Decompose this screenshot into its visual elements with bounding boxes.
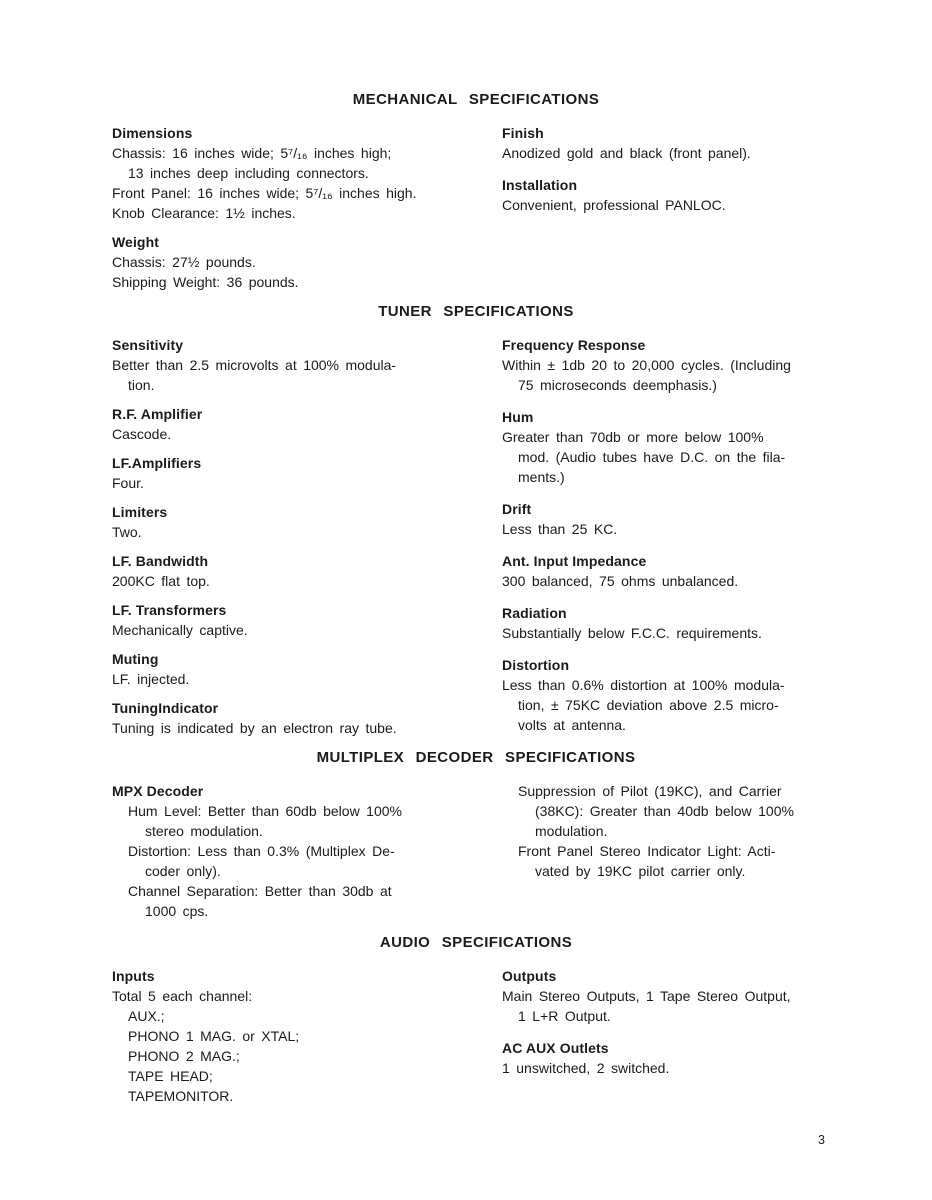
spec-item-heading: MPX Decoder [112,783,204,799]
spec-item-heading: LF.Amplifiers [112,455,202,471]
spec-item [112,649,464,689]
spec-line: Front Panel Stereo Indicator Light: Acti- [518,843,776,859]
spec-item-heading: Muting [112,651,159,667]
spec-line: LF. injected. [112,671,190,687]
spec-item-heading: Ant. Input Impedance [502,553,647,569]
spec-line: TAPE HEAD; [128,1068,213,1084]
spec-line: Better than 2.5 microvolts at 100% modula- [112,357,397,373]
spec-line: ments.) [518,469,565,485]
spec-item-heading: Dimensions [112,125,193,141]
spec-section [112,935,840,1106]
spec-line: mod. (Audio tubes have D.C. on the fila- [518,449,786,465]
spec-item-heading: Radiation [502,605,567,621]
spec-item-heading: R.F. Amplifier [112,406,203,422]
spec-item [502,123,840,163]
spec-section [112,92,840,292]
section-columns [112,966,840,1106]
spec-line: 200KC flat top. [112,573,210,589]
spec-item-heading: LF. Transformers [112,602,227,618]
spec-item [112,232,464,292]
section-title: MECHANICAL SPECIFICATIONS [352,91,600,108]
spec-item [502,499,840,539]
spec-line: Within ± 1db 20 to 20,000 cycles. (Including [502,357,791,373]
spec-line: coder only). [145,863,221,879]
column-left [112,966,464,1106]
spec-line: TAPEMONITOR. [128,1088,234,1104]
spec-line: Substantially below F.C.C. requirements. [502,625,762,641]
spec-line: Less than 25 KC. [502,521,618,537]
spec-line: Main Stereo Outputs, 1 Tape Stereo Output, [502,988,791,1004]
column-right [502,966,840,1078]
spec-item-heading: Frequency Response [502,337,646,353]
spec-item-heading: Outputs [502,968,557,984]
spec-item [502,781,840,881]
spec-item-heading: Finish [502,125,544,141]
spec-line: Suppression of Pilot (19KC), and Carrier [518,783,782,799]
spec-line: modulation. [535,823,608,839]
spec-line: Total 5 each channel: [112,988,253,1004]
spec-line: Channel Separation: Better than 30db at [128,883,392,899]
spec-line: Hum Level: Better than 60db below 100% [128,803,402,819]
spec-line: Shipping Weight: 36 pounds. [112,274,299,290]
spec-item [112,335,464,395]
spec-item [112,123,464,223]
spec-line: Cascode. [112,426,172,442]
spec-line: Mechanically captive. [112,622,248,638]
spec-line: Anodized gold and black (front panel). [502,145,751,161]
spec-item [112,698,464,738]
section-title: TUNER SPECIFICATIONS [378,303,574,320]
spec-line: (38KC): Greater than 40db below 100% [535,803,794,819]
spec-item-heading: Hum [502,409,534,425]
spec-item [112,502,464,542]
spec-line: Knob Clearance: 1½ inches. [112,205,296,221]
spec-item [502,603,840,643]
spec-item [112,781,464,921]
spec-line: Greater than 70db or more below 100% [502,429,764,445]
spec-item-heading: Drift [502,501,532,517]
spec-item-heading: Sensitivity [112,337,184,353]
spec-line: 13 inches deep including connectors. [128,165,369,181]
spec-item-heading: TuningIndicator [112,700,219,716]
spec-line: stereo modulation. [145,823,263,839]
spec-line: tion. [128,377,155,393]
spec-line: PHONO 1 MAG. or XTAL; [128,1028,300,1044]
spec-item-heading: Weight [112,234,160,250]
spec-line: Distortion: Less than 0.3% (Multiplex De- [128,843,395,859]
spec-line: tion, ± 75KC deviation above 2.5 micro- [518,697,779,713]
spec-item-heading: Limiters [112,504,168,520]
spec-item [112,551,464,591]
section-columns [112,123,840,292]
section-title: MULTIPLEX DECODER SPECIFICATIONS [316,749,636,766]
page-number: 3 [818,1133,825,1147]
spec-section [112,750,840,921]
spec-item-heading: Distortion [502,657,570,673]
column-left [112,781,464,921]
spec-line: AUX.; [128,1008,165,1024]
spec-line: 1 L+R Output. [518,1008,611,1024]
spec-item [502,1038,840,1078]
section-columns [112,335,840,738]
spec-line: volts at antenna. [518,717,626,733]
spec-item [502,551,840,591]
spec-line: vated by 19KC pilot carrier only. [535,863,746,879]
spec-line: 1 unswitched, 2 switched. [502,1060,670,1076]
spec-line: Front Panel: 16 inches wide; 5⁷/₁₆ inches high. [112,185,417,201]
column-right [502,335,840,735]
spec-item [502,966,840,1026]
spec-item [502,175,840,215]
spec-line: 75 microseconds deemphasis.) [518,377,717,393]
section-title: AUDIO SPECIFICATIONS [379,934,573,951]
spec-line: PHONO 2 MAG.; [128,1048,240,1064]
spec-item [502,655,840,735]
column-right [502,123,840,215]
spec-line: Chassis: 16 inches wide; 5⁷/₁₆ inches high; [112,145,392,161]
spec-line: Two. [112,524,142,540]
spec-line: Chassis: 27½ pounds. [112,254,256,270]
spec-line: Four. [112,475,144,491]
spec-line: Less than 0.6% distortion at 100% modula- [502,677,785,693]
spec-item-heading: LF. Bandwidth [112,553,209,569]
spec-item [112,966,464,1106]
column-left [112,123,464,292]
column-right [502,781,840,881]
spec-item [112,453,464,493]
spec-item-heading: Inputs [112,968,155,984]
spec-line: Tuning is indicated by an electron ray tube. [112,720,397,736]
spec-item [112,600,464,640]
column-left [112,335,464,738]
spec-item [502,335,840,395]
spec-line: 1000 cps. [145,903,209,919]
spec-item [502,407,840,487]
section-columns [112,781,840,921]
spec-line: 300 balanced, 75 ohms unbalanced. [502,573,739,589]
spec-item-heading: AC AUX Outlets [502,1040,609,1056]
spec-item-heading: Installation [502,177,578,193]
spec-line: Convenient, professional PANLOC. [502,197,726,213]
spec-item [112,404,464,444]
spec-section [112,304,840,738]
